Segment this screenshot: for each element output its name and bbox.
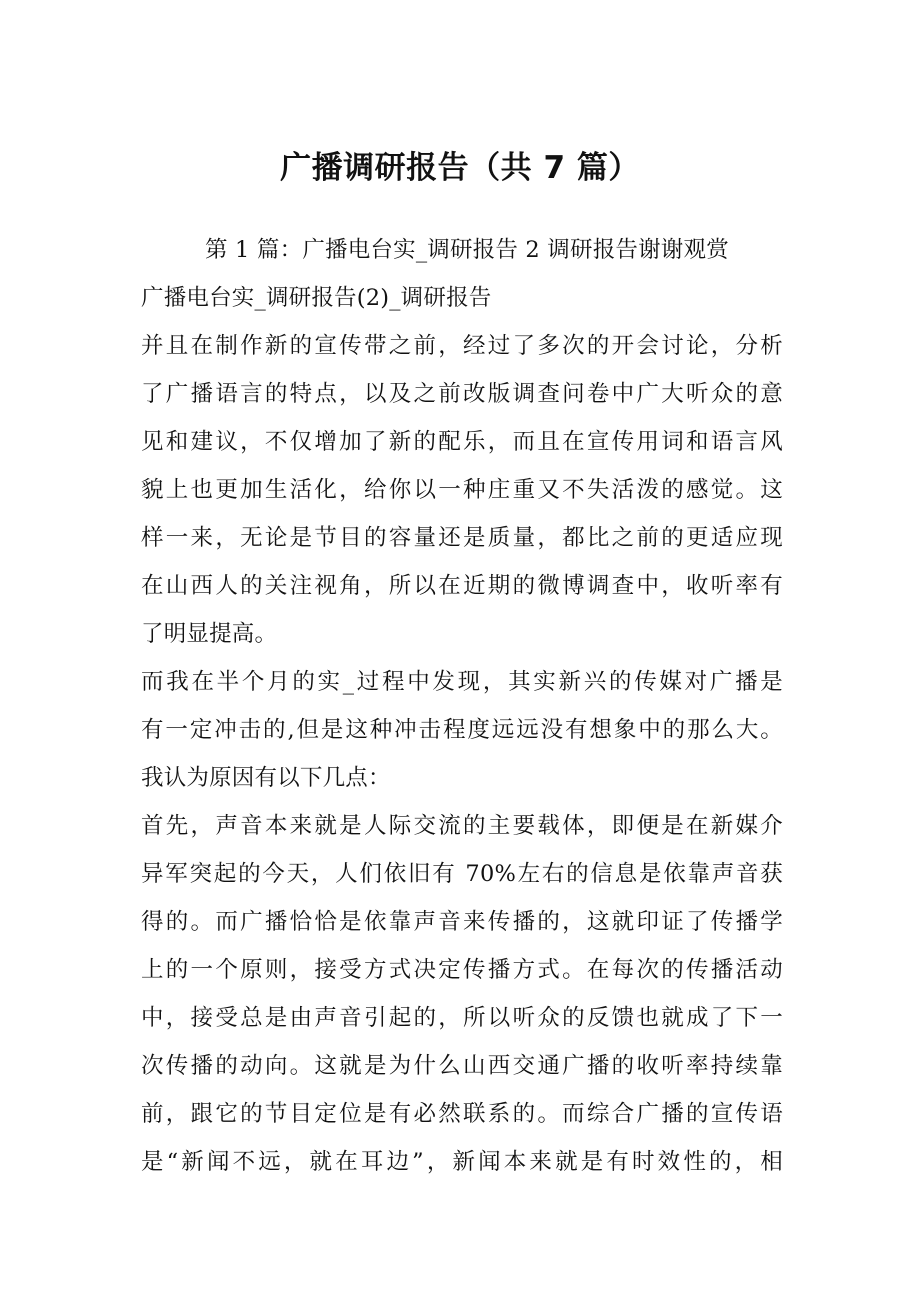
paragraph-line: 是“新闻不远，就在耳边”，新闻本来就是有时效性的，相 [141, 1149, 783, 1175]
paragraph-line: 并且在制作新的宣传带之前，经过了多次的开会讨论，分析 [141, 333, 783, 359]
section-heading-line: 第 1 篇：广播电台实_调研报告 2 调研报告谢谢观赏 [205, 237, 729, 263]
paragraph-line: 有一定冲击的,但是这种冲击程度远远没有想象中的那么大。 [141, 717, 783, 743]
paragraph-line: 而我在半个月的实_过程中发现，其实新兴的传媒对广播是 [141, 669, 783, 695]
section-subheading-line: 广播电台实_调研报告(2)_调研报告 [141, 285, 492, 311]
document-title: 广播调研报告（共 7 篇） [280, 150, 640, 186]
paragraph-line: 了明显提高。 [141, 621, 278, 647]
paragraph-line: 了广播语言的特点，以及之前改版调查问卷中广大听众的意 [141, 381, 783, 407]
document-body [141, 226, 783, 1186]
paragraph-line: 在山西人的关注视角，所以在近期的微博调查中，收听率有 [141, 573, 783, 599]
paragraph-line: 上的一个原则，接受方式决定传播方式。在每次的传播活动 [141, 957, 783, 983]
paragraph-line: 中，接受总是由声音引起的，所以听众的反馈也就成了下一 [141, 1005, 783, 1031]
paragraph-line: 首先，声音本来就是人际交流的主要载体，即便是在新媒介 [141, 813, 783, 839]
paragraph-line: 见和建议，不仅增加了新的配乐，而且在宣传用词和语言风 [141, 429, 783, 455]
paragraph-line: 次传播的动向。这就是为什么山西交通广播的收听率持续靠 [141, 1053, 783, 1079]
paragraph-line: 我认为原因有以下几点： [141, 765, 391, 791]
paragraph-line: 貌上也更加生活化，给你以一种庄重又不失活泼的感觉。这 [141, 477, 783, 503]
paragraph-line: 样一来，无论是节目的容量还是质量，都比之前的更适应现 [141, 525, 783, 551]
paragraph-line: 前，跟它的节目定位是有必然联系的。而综合广播的宣传语 [141, 1101, 783, 1127]
paragraph-line: 异军突起的今天，人们依旧有 70%左右的信息是依靠声音获 [141, 861, 783, 887]
paragraph-line: 得的。而广播恰恰是依靠声音来传播的，这就印证了传播学 [141, 909, 783, 935]
